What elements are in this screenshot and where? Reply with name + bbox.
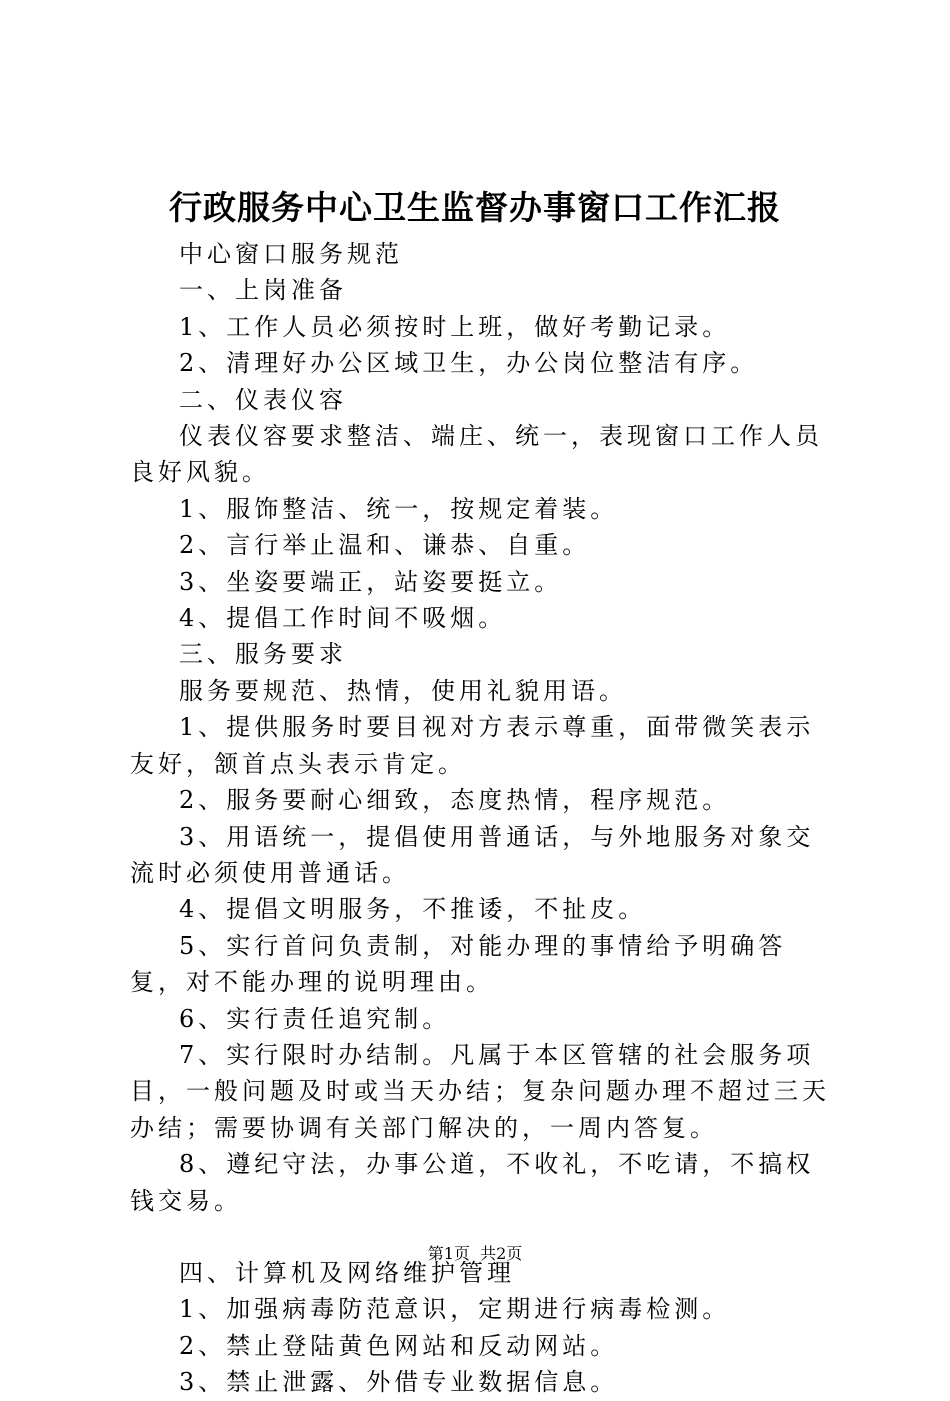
document-title: 行政服务中心卫生监督办事窗口工作汇报 xyxy=(169,188,781,227)
paragraph: 4、提倡工作时间不吸烟。 xyxy=(179,604,507,633)
paragraph: 服务要规范、热情，使用礼貌用语。 xyxy=(179,676,627,705)
paragraph: 2、清理好办公区域卫生，办公岗位整洁有序。 xyxy=(179,349,759,378)
paragraph: 3、坐姿要端正，站姿要挺立。 xyxy=(179,567,563,596)
document-body xyxy=(130,236,842,1401)
paragraph: 1、服饰整洁、统一，按规定着装。 xyxy=(179,494,619,523)
paragraph: 2、服务要耐心细致，态度热情，程序规范。 xyxy=(179,786,731,815)
paragraph: 3、禁止泄露、外借专业数据信息。 xyxy=(179,1368,619,1397)
section-heading-2: 二、仪表仪容 xyxy=(179,385,347,414)
paragraph: 1、工作人员必须按时上班，做好考勤记录。 xyxy=(179,312,731,341)
section-heading-3: 三、服务要求 xyxy=(179,640,347,669)
paragraph: 5、实行首问负责制，对能办理的事情给予明确答复，对不能办理的说明理由。 xyxy=(130,931,787,997)
page-number-footer: 第1页 共2页 xyxy=(427,1244,523,1263)
paragraph: 3、用语统一，提倡使用普通话，与外地服务对象交流时必须使用普通话。 xyxy=(130,822,815,887)
paragraph: 仪表仪容要求整洁、端庄、统一，表现窗口工作人员良好风貌。 xyxy=(130,422,823,487)
paragraph: 7、实行限时办结制。凡属于本区管辖的社会服务项目，一般问题及时或当天办结；复杂问题办理不超过三天办结；需要协调有关部门解决的，一周内答复。 xyxy=(130,1040,830,1142)
paragraph-heading: 中心窗口服务规范 xyxy=(179,240,403,268)
section-heading-4: 四、计算机及网络维护管理 xyxy=(179,1258,515,1287)
paragraph: 4、提倡文明服务，不推诿，不扯皮。 xyxy=(179,895,647,924)
paragraph: 1、加强病毒防范意识，定期进行病毒检测。 xyxy=(179,1295,731,1324)
paragraph: 2、言行举止温和、谦恭、自重。 xyxy=(179,531,591,560)
paragraph: 1、提供服务时要目视对方表示尊重，面带微笑表示友好，颔首点头表示肯定。 xyxy=(130,713,815,778)
paragraph: 8、遵纪守法，办事公道，不收礼，不吃请，不搞权钱交易。 xyxy=(130,1150,815,1215)
paragraph: 6、实行责任追究制。 xyxy=(179,1004,451,1033)
section-heading-1: 一、上岗准备 xyxy=(179,276,347,305)
paragraph: 2、禁止登陆黄色网站和反动网站。 xyxy=(179,1331,619,1360)
